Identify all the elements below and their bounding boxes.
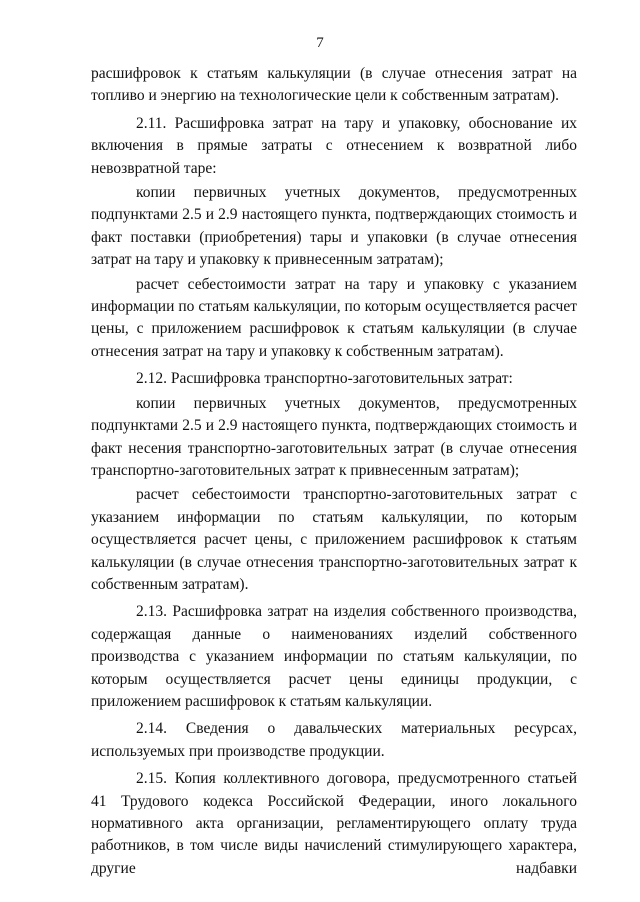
paragraph-2-12-cost-calculation: расчет себестоимости транспортно-заготовительных затрат с указанием информации по статьям калькуляции, по которым осуществляется расчет цены, с приложением расшифровок к статьям калькуляции (в случае отнесения транспортно-заготовительных затрат к собственным затратам). bbox=[91, 486, 577, 593]
paragraph-2-11-cost-calculation: расчет себестоимости затрат на тару и упаковку с указанием информации по статьям калькуляции, по которым осуществляется расчет цены, с приложением расшифровок к статьям калькуляции (в случае отнесения затрат на тару и упаковку к собственным затратам). bbox=[91, 275, 577, 360]
paragraph-2-12-copies: копии первичных учетных документов, предусмотренных подпунктами 2.5 и 2.9 настоящего пункта, подтверждающих стоимость и факт несения транспортно-заготовительных затрат (в случае отнесения транспортно-заготовительных затрат к привнесенным затратам); bbox=[91, 394, 577, 479]
paragraph-2-11: 2.11. Расшифровка затрат на тару и упаковку, обоснование их включения в прямые затраты с отнесением к возвратной либо невозвратной таре: bbox=[91, 114, 577, 177]
paragraph-2-11-copies: копии первичных учетных документов, предусмотренных подпунктами 2.5 и 2.9 настоящего пункта, подтверждающих стоимость и факт поставки (приобретения) тары и упаковки (в случае отнесения затрат на тару и упаковку к привнесенным затратам); bbox=[91, 184, 577, 269]
paragraph-2-13: 2.13. Расшифровка затрат на изделия собственного производства, содержащая данные о наименованиях изделий собственного производства с указанием информации по статьям калькуляции, по которым осуществляется расчет цены единицы продукции, с приложением расшифровок к статьям калькуляции. bbox=[91, 603, 577, 710]
paragraph-calculation-end: расшифровок к статьям калькуляции (в случае отнесения затрат на топливо и энергию на технологические цели к собственным затратам). bbox=[91, 65, 577, 105]
document-body bbox=[91, 63, 577, 880]
paragraph-2-14: 2.14. Сведения о давальческих материальных ресурсах, используемых при производстве продукции. bbox=[91, 720, 577, 760]
paragraph-2-12: 2.12. Расшифровка транспортно-заготовительных затрат: bbox=[136, 370, 513, 388]
page-number: 7 bbox=[316, 35, 324, 51]
paragraph-2-15: 2.15. Копия коллективного договора, предусмотренного статьей 41 Трудового кодекса Российской Федерации, иного локального нормативного акта организации, регламентирующего оплату труда работников, в том числе виды начислений стимулирующего характера, другие надбавки bbox=[91, 770, 577, 877]
